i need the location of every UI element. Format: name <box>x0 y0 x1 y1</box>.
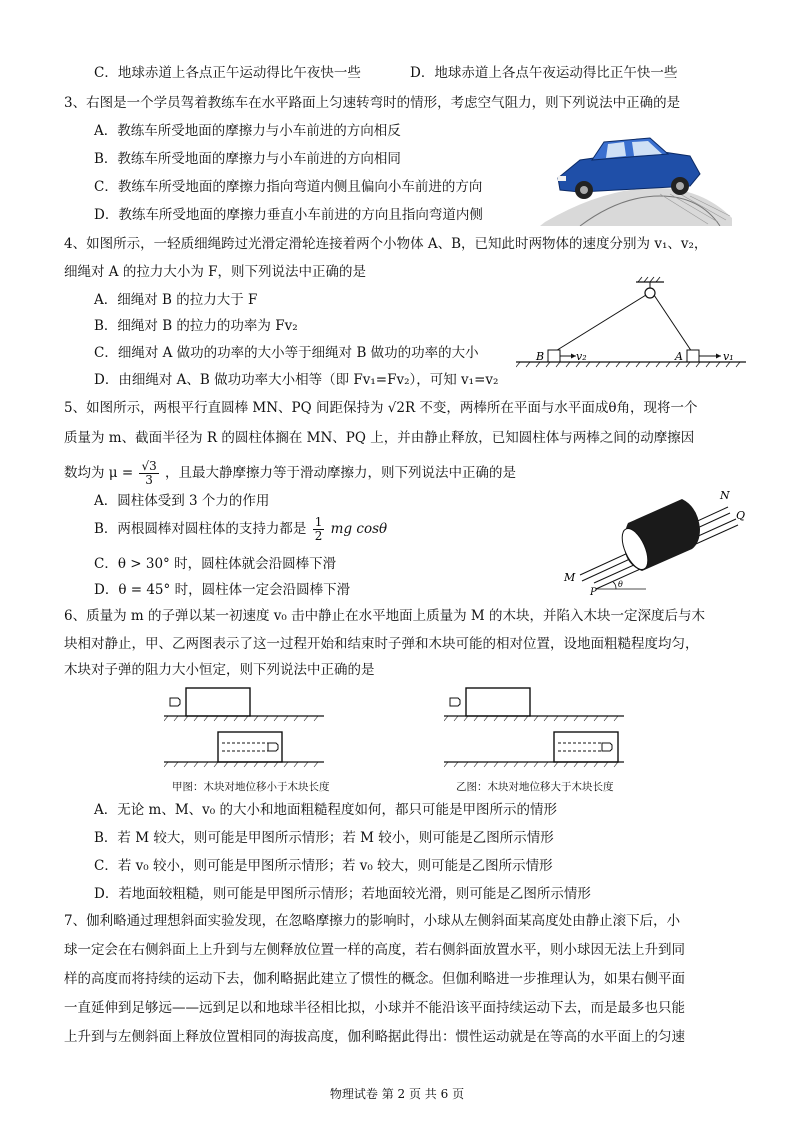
q6-stem-1: 6、质量为 m 的子弹以某一初速度 v₀ 击中静止在水平地面上质量为 M 的木块，并陷入木块一定深度后与木 <box>64 608 705 624</box>
q5-option-b <box>94 514 387 544</box>
q3-option-c: C．教练车所受地面的摩擦力指向弯道内侧且偏向小车前进的方向 <box>94 179 483 195</box>
cylinder-rods-diagram <box>550 485 750 595</box>
q3-option-d: D．教练车所受地面的摩擦力垂直小车前进的方向且指向弯道内侧 <box>94 207 483 223</box>
q5-mu-numerator: √3 <box>141 459 157 473</box>
q5-option-b-numerator: 1 <box>314 515 323 529</box>
q5-mu-denominator: 3 <box>145 473 153 487</box>
q4-option-d: D．由细绳对 A、B 做功功率大小相等（即 Fv₁=Fv₂），可知 v₁=v₂ <box>94 372 499 388</box>
car-turning-image <box>540 130 736 226</box>
label-n: N <box>720 489 730 502</box>
page-footer: 物理试卷 第 2 页 共 6 页 <box>329 1087 465 1101</box>
q4-option-c: C．细绳对 A 做功的功率的大小等于细绳对 B 做功的功率的大小 <box>94 345 479 361</box>
q4-stem-1: 4、如图所示，一轻质细绳跨过光滑定滑轮连接着两个小物体 A、B，已知此时两物体的速度分别为 v₁、v₂， <box>64 236 708 252</box>
q6-option-d: D．若地面较粗糙，则可能是甲图所示情形；若地面较光滑，则可能是乙图所示情形 <box>94 886 591 902</box>
pulley-diagram <box>516 276 746 374</box>
q3-stem: 3、右图是一个学员驾着教练车在水平路面上匀速转弯时的情形，考虑空气阻力，则下列说法中正确的是 <box>64 95 681 111</box>
q4-stem-2: 细绳对 A 的拉力大小为 F，则下列说法中正确的是 <box>64 264 366 280</box>
q6-option-a: A．无论 m、M、v₀ 的大小和地面粗糙程度如何，都只可能是甲图所示的情形 <box>94 802 557 818</box>
q5-mu-fraction <box>139 460 158 487</box>
q4-option-a: A．细绳对 B 的拉力大于 F <box>94 292 258 308</box>
diagram-jia <box>164 686 324 778</box>
label-a: A <box>675 350 683 363</box>
q4-option-b: B．细绳对 B 的拉力的功率为 Fv₂ <box>94 318 298 334</box>
diagram-yi <box>444 686 624 778</box>
q7-line-5: 上升到与左侧斜面上释放位置相同的海拔高度，伽利略据此得出：惯性运动就是在等高的水平面上的匀速 <box>64 1029 685 1045</box>
q5-option-b-text: B．两根圆棒对圆柱体的支持力都是 <box>94 521 307 537</box>
label-m: M <box>564 571 576 584</box>
label-p: P <box>590 587 597 595</box>
caption-jia: 甲图：木块对地位移小于木块长度 <box>172 781 330 793</box>
option-c-top: C．地球赤道上各点正午运动得比午夜快一些 <box>94 65 361 81</box>
q6-stem-3: 木块对子弹的阻力大小恒定，则下列说法中正确的是 <box>64 662 375 678</box>
q7-line-2: 球一定会在右侧斜面上上升到与左侧释放位置一样的高度，若右侧斜面放置水平，则小球因无法上升到同 <box>64 942 685 958</box>
q5-option-b-denominator: 2 <box>314 529 323 543</box>
q5-stem-1: 5、如图所示，两根平行直圆棒 MN、PQ 间距保持为 √2R 不变，两棒所在平面与水平面成θ角，现将一个 <box>64 400 698 416</box>
q3-option-a: A．教练车所受地面的摩擦力与小车前进的方向相反 <box>94 123 401 139</box>
label-v1: v₁ <box>723 350 734 363</box>
caption-yi: 乙图：木块对地位移大于木块长度 <box>456 781 614 793</box>
q5-option-a: A．圆柱体受到 3 个力的作用 <box>94 493 270 509</box>
q5-option-b-formula: mg cosθ <box>330 521 388 537</box>
option-d-top: D．地球赤道上各点午夜运动得比正午快一些 <box>410 65 678 81</box>
q5-stem-3 <box>64 458 516 488</box>
q7-line-3: 样的高度而将持续的运动下去，伽利略据此建立了惯性的概念。但伽利略进一步推理认为，如果右侧平面 <box>64 971 685 987</box>
q5-option-b-fraction <box>313 516 325 543</box>
label-theta: θ <box>618 580 623 589</box>
q5-option-c: C．θ > 30° 时，圆柱体就会沿圆棒下滑 <box>94 556 337 572</box>
q5-option-d: D．θ = 45° 时，圆柱体一定会沿圆棒下滑 <box>94 582 351 598</box>
label-q: Q <box>736 509 746 522</box>
q6-option-b: B．若 M 较大，则可能是甲图所示情形；若 M 较小，则可能是乙图所示情形 <box>94 830 554 846</box>
q5-stem-2: 质量为 m、截面半径为 R 的圆柱体搁在 MN、PQ 上，并由静止释放，已知圆柱体与两棒之间的动摩擦因 <box>64 430 695 446</box>
q3-option-b: B．教练车所受地面的摩擦力与小车前进的方向相同 <box>94 151 401 167</box>
label-v2: v₂ <box>576 350 587 363</box>
q7-line-1: 7、伽利略通过理想斜面实验发现，在忽略摩擦力的影响时，小球从左侧斜面某高度处由静止滚下后，小 <box>64 913 681 929</box>
q5-mu-label: 数均为 μ = <box>64 465 134 481</box>
q5-stem-3-text: ，且最大静摩擦力等于滑动摩擦力，则下列说法中正确的是 <box>165 465 517 481</box>
label-b: B <box>536 350 545 363</box>
q6-stem-2: 块相对静止，甲、乙两图表示了这一过程开始和结束时子弹和木块可能的相对位置，设地面粗糙程度均匀， <box>64 636 699 652</box>
q7-line-4: 一直延伸到足够远——远到足以和地球半径相比拟，小球并不能沿该平面持续运动下去，而是最多也只能 <box>64 1000 685 1016</box>
q6-option-c: C．若 v₀ 较小，则可能是甲图所示情形；若 v₀ 较大，则可能是乙图所示情形 <box>94 858 553 874</box>
